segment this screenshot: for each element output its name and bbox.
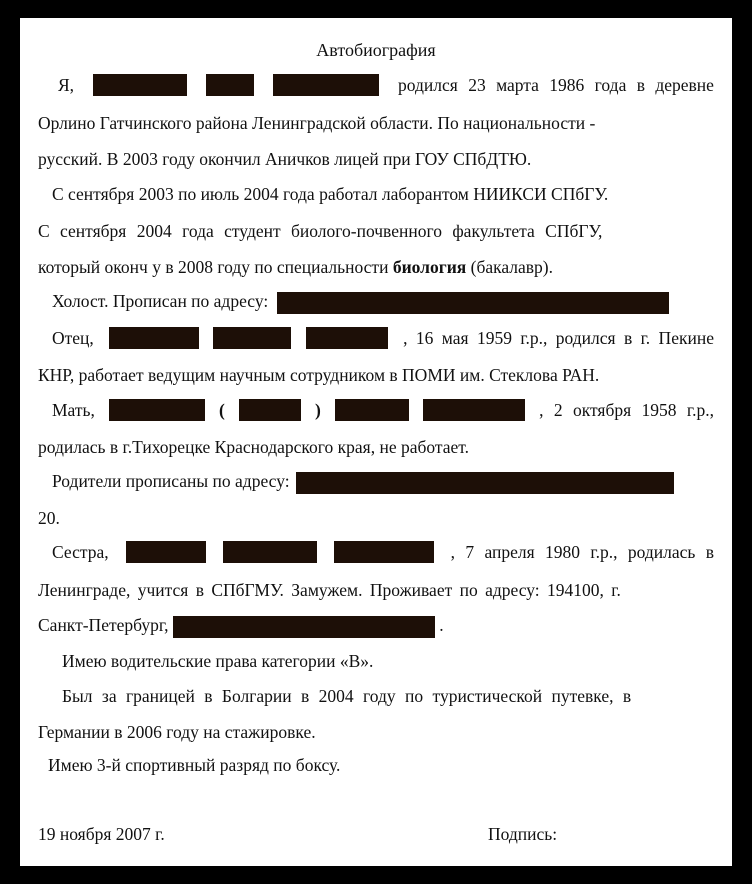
text: Отец, (52, 328, 94, 348)
paragraph-line (52, 290, 669, 314)
document-page (20, 18, 732, 866)
redacted-block (173, 616, 435, 638)
text: . (439, 615, 444, 635)
redacted-block (126, 541, 206, 563)
redacted-block (296, 472, 674, 494)
redacted-block (334, 541, 434, 563)
text: , 16 мая 1959 г.р., родился в г. Пекине (403, 328, 714, 348)
text: который оконч у в 2008 году по специальности (38, 257, 389, 277)
paragraph-line: русский. В 2003 году окончил Аничков лицей при ГОУ СПбДТЮ. (38, 149, 532, 169)
text: , 7 апреля 1980 г.р., родилась в (450, 542, 714, 562)
signature-label: Подпись: (488, 824, 558, 844)
paragraph-line: Германии в 2006 году на стажировке. (38, 722, 316, 742)
redacted-block (206, 74, 254, 96)
paragraph-line: КНР, работает ведущим научным сотрудником в ПОМИ им. Стеклова РАН. (38, 365, 600, 385)
text: родился 23 марта 1986 года в деревне (398, 75, 714, 95)
paragraph-line (52, 470, 674, 494)
paragraph-line: Имею 3-й спортивный разряд по боксу. (48, 755, 341, 775)
paragraph-line: Ленинграде, учится в СПбГМУ. Замужем. Проживает по адресу: 194100, г. (38, 580, 621, 600)
text: ) (315, 400, 321, 420)
redacted-block (335, 399, 409, 421)
text: Я, (58, 75, 75, 95)
text: Санкт-Петербург, (38, 615, 169, 635)
text: Холост. Прописан по адресу: (52, 291, 269, 311)
redacted-block (239, 399, 301, 421)
document-date: 19 ноября 2007 г. (38, 824, 165, 844)
bold-text: биология (392, 257, 467, 277)
paragraph-line: Орлино Гатчинского района Ленинградской области. По национальности - (38, 113, 596, 133)
text: ( (219, 400, 225, 420)
text: Мать, (52, 400, 95, 420)
redacted-block (109, 327, 199, 349)
redacted-block (223, 541, 317, 563)
redacted-block (213, 327, 291, 349)
paragraph-line: родилась в г.Тихорецке Краснодарского края, не работает. (38, 437, 470, 457)
paragraph-line (38, 256, 553, 278)
redacted-block (109, 399, 205, 421)
paragraph-line: С сентября 2004 года студент биолого-почвенного факультета СПбГУ, (38, 221, 603, 241)
text: (бакалавр). (470, 257, 553, 277)
redacted-block (93, 74, 187, 96)
paragraph-line: Имею водительские права категории «В». (62, 651, 374, 671)
text: , 2 октября 1958 г.р., (539, 400, 714, 420)
paragraph-line (52, 399, 714, 421)
redacted-block (306, 327, 388, 349)
document-title: Автобиография (316, 40, 436, 60)
paragraph-line (58, 74, 714, 96)
text: Родители прописаны по адресу: (52, 471, 290, 491)
paragraph-line (52, 541, 714, 563)
paragraph-line: 20. (38, 508, 60, 528)
paragraph-line: С сентября 2003 по июль 2004 года работал лаборантом НИИКСИ СПбГУ. (52, 184, 609, 204)
redacted-block (273, 74, 379, 96)
paragraph-line (38, 614, 444, 638)
text: Сестра, (52, 542, 109, 562)
paragraph-line: Был за границей в Болгарии в 2004 году по туристической путевке, в (62, 686, 632, 706)
redacted-block (423, 399, 525, 421)
paragraph-line (52, 327, 714, 349)
redacted-block (277, 292, 669, 314)
